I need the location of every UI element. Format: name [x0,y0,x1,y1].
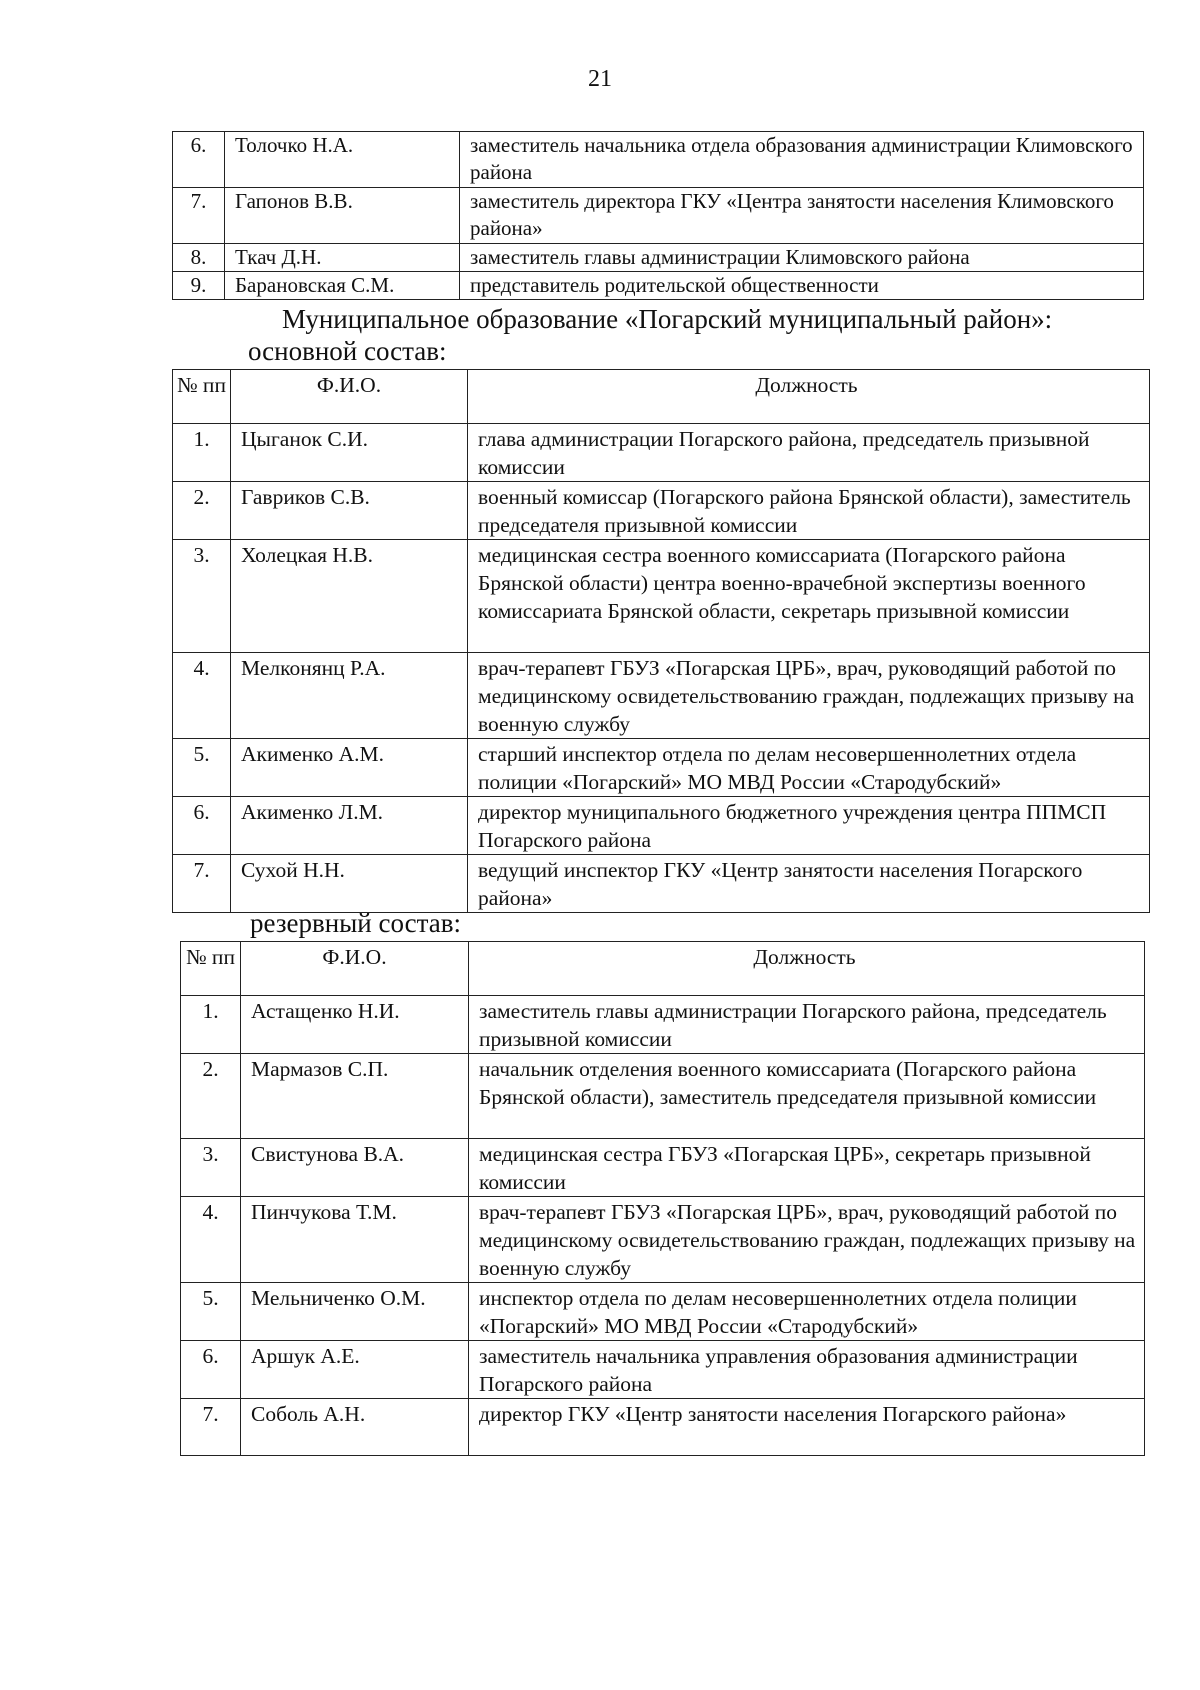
row-name: Акименко Л.М. [231,797,468,855]
row-name: Мельниченко О.М. [241,1283,469,1341]
row-name: Пинчукова Т.М. [241,1197,469,1283]
row-position: заместитель главы администрации Погарского района, председатель призывной комиссии [469,996,1145,1054]
row-position: представитель родительской общественности [460,272,1144,300]
row-number: 3. [181,1139,241,1197]
row-position: ведущий инспектор ГКУ «Центр занятости населения Погарского района» [468,855,1150,913]
row-name: Сухой Н.Н. [231,855,468,913]
header-position: Должность [469,942,1145,996]
table-row [173,424,1150,482]
table-row [173,482,1150,540]
row-name: Барановская С.М. [225,272,460,300]
table-row [173,855,1150,913]
row-number: 8. [173,244,225,272]
row-name: Гавриков С.В. [231,482,468,540]
row-number: 4. [173,653,231,739]
row-position: медицинская сестра ГБУЗ «Погарская ЦРБ», секретарь призывной комиссии [469,1139,1145,1197]
table-row [173,272,1144,300]
row-name: Ткач Д.Н. [225,244,460,272]
row-position: директор муниципального бюджетного учреждения центра ППМСП Погарского района [468,797,1150,855]
table-reserve-composition [180,941,1145,1456]
table-row [173,540,1150,653]
row-name: Свистунова В.А. [241,1139,469,1197]
row-position: заместитель начальника отдела образования администрации Климовского района [460,132,1144,188]
table-row [181,1399,1145,1456]
row-name: Астащенко Н.И. [241,996,469,1054]
header-number: № пп [181,942,241,996]
table-row [181,1341,1145,1399]
table-row [173,244,1144,272]
row-position: врач-терапевт ГБУЗ «Погарская ЦРБ», врач, руководящий работой по медицинскому освидетельствованию граждан, подлежащих призыву на военную службу [469,1197,1145,1283]
row-position: медицинская сестра военного комиссариата (Погарского района Брянской области) центра военно-врачебной экспертизы военного комиссариата Брянской области, секретарь призывной комиссии [468,540,1150,653]
table-row [173,188,1144,244]
row-position: заместитель главы администрации Климовского района [460,244,1144,272]
table-continued [172,131,1144,300]
row-position: начальник отделения военного комиссариата (Погарского района Брянской области), заместитель председателя призывной комиссии [469,1054,1145,1139]
table-row [173,653,1150,739]
page-number: 21 [588,66,612,92]
row-position: инспектор отдела по делам несовершеннолетних отдела полиции «Погарский» МО МВД России «Стародубский» [469,1283,1145,1341]
row-name: Соболь А.Н. [241,1399,469,1456]
row-number: 1. [181,996,241,1054]
table-header-row [173,370,1150,424]
header-name: Ф.И.О. [241,942,469,996]
row-name: Холецкая Н.В. [231,540,468,653]
row-number: 5. [173,739,231,797]
row-name: Цыганок С.И. [231,424,468,482]
header-name: Ф.И.О. [231,370,468,424]
row-position: врач-терапевт ГБУЗ «Погарская ЦРБ», врач, руководящий работой по медицинскому освидетельствованию граждан, подлежащих призыву на военную службу [468,653,1150,739]
header-position: Должность [468,370,1150,424]
row-number: 4. [181,1197,241,1283]
row-number: 2. [181,1054,241,1139]
row-position: старший инспектор отдела по делам несовершеннолетних отдела полиции «Погарский» МО МВД России «Стародубский» [468,739,1150,797]
row-number: 7. [181,1399,241,1456]
row-position: глава администрации Погарского района, председатель призывной комиссии [468,424,1150,482]
row-name: Толочко Н.А. [225,132,460,188]
table-row [173,132,1144,188]
row-number: 6. [181,1341,241,1399]
section-subtitle: основной состав: [248,336,447,366]
row-number: 1. [173,424,231,482]
row-name: Мармазов С.П. [241,1054,469,1139]
row-number: 6. [173,797,231,855]
reserve-title: резервный состав: [250,908,462,938]
row-position: директор ГКУ «Центр занятости населения Погарского района» [469,1399,1145,1456]
table-main-composition [172,369,1150,913]
row-number: 9. [173,272,225,300]
row-name: Акименко А.М. [231,739,468,797]
table-row [181,1283,1145,1341]
table-row [181,1197,1145,1283]
table-row [181,1054,1145,1139]
row-position: военный комиссар (Погарского района Брянской области), заместитель председателя призывной комиссии [468,482,1150,540]
table-row [173,739,1150,797]
section-title: Муниципальное образование «Погарский муниципальный район»: [282,304,1053,334]
table-row [181,1139,1145,1197]
row-number: 3. [173,540,231,653]
row-position: заместитель директора ГКУ «Центра занятости населения Климовского района» [460,188,1144,244]
table-row [173,797,1150,855]
table-row [181,996,1145,1054]
row-position: заместитель начальника управления образования администрации Погарского района [469,1341,1145,1399]
row-number: 5. [181,1283,241,1341]
row-name: Гапонов В.В. [225,188,460,244]
row-name: Аршук А.Е. [241,1341,469,1399]
table-header-row [181,942,1145,996]
row-number: 6. [173,132,225,188]
header-number: № пп [173,370,231,424]
row-number: 2. [173,482,231,540]
row-number: 7. [173,855,231,913]
row-name: Мелконянц Р.А. [231,653,468,739]
row-number: 7. [173,188,225,244]
